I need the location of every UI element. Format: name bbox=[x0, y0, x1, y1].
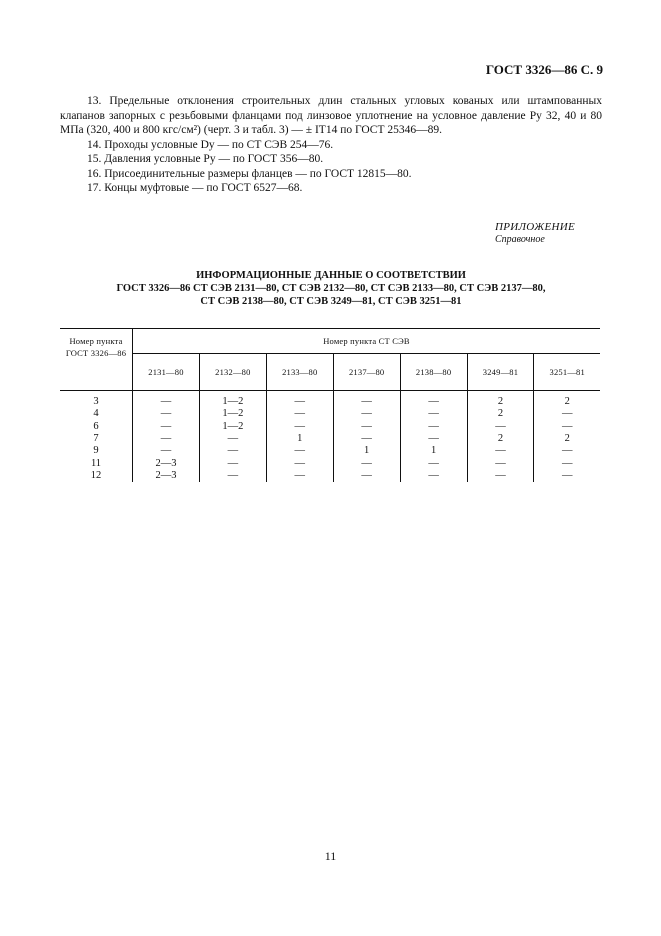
clause-14: 14. Проходы условные Dу — по СТ СЭВ 254—76. bbox=[87, 138, 334, 151]
table-cell: — bbox=[133, 391, 200, 409]
table-cell: — bbox=[133, 445, 200, 457]
table-cell: — bbox=[400, 421, 467, 433]
clause-13: 13. Предельные отклонения строительных длин стальных угловых кованых или штампованных клапанов запорных с резьбовыми фланцами под линзовое уплотнение на условное давление Pу 32, 40 и 80 МПа (320, 400 и 800 кгс/см²) (черт. 3 и табл. 3) — ± IT14 по ГОСТ 25346—89. bbox=[60, 95, 602, 136]
table-cell: — bbox=[266, 391, 333, 409]
table-cell: — bbox=[333, 391, 400, 409]
table-cell: — bbox=[266, 457, 333, 469]
table-cell: — bbox=[133, 408, 200, 420]
group-header-cell: Номер пункта СТ СЭВ bbox=[133, 329, 601, 354]
table-row bbox=[60, 433, 600, 445]
table-cell: 2 bbox=[564, 433, 570, 445]
table-cell: — bbox=[400, 470, 467, 482]
table-row bbox=[60, 470, 600, 482]
section-title-line: ИНФОРМАЦИОННЫЕ ДАННЫЕ О СООТВЕТСТВИИ bbox=[196, 270, 466, 281]
section-title-line: СТ СЭВ 2138—80, СТ СЭВ 3249—81, СТ СЭВ 3251—81 bbox=[200, 296, 462, 307]
row-number-cell: 4 bbox=[60, 408, 133, 420]
table-cell: — bbox=[400, 391, 467, 409]
table-cell: — bbox=[561, 420, 573, 432]
clauses bbox=[60, 94, 602, 196]
appendix-subtitle: Справочное bbox=[495, 234, 545, 245]
table-cell: — bbox=[199, 433, 266, 445]
appendix-title: ПРИЛОЖЕНИЕ bbox=[495, 221, 575, 233]
table-cell: 1—2 bbox=[199, 391, 266, 409]
table-cell: 2 bbox=[564, 396, 570, 408]
table-row bbox=[60, 421, 600, 433]
correspondence-table bbox=[60, 328, 600, 482]
section-title bbox=[60, 269, 602, 308]
table-cell: — bbox=[400, 433, 467, 445]
table-row bbox=[60, 457, 600, 469]
table-row bbox=[60, 445, 600, 457]
clause-15: 15. Давления условные Pу — по ГОСТ 356—80. bbox=[87, 153, 324, 165]
table-cell: — bbox=[467, 457, 534, 469]
table-cell: — bbox=[561, 457, 573, 469]
column-header: 2133—80 bbox=[266, 354, 333, 391]
column-header: 2138—80 bbox=[400, 354, 467, 391]
table-cell: — bbox=[266, 408, 333, 420]
table-cell: — bbox=[199, 457, 266, 469]
table-cell: — bbox=[561, 445, 573, 457]
clause-16: 16. Присоединительные размеры фланцев — по ГОСТ 12815—80. bbox=[87, 167, 412, 180]
table-cell: — bbox=[266, 421, 333, 433]
section-title-line: ГОСТ 3326—86 СТ СЭВ 2131—80, СТ СЭВ 2132—80, СТ СЭВ 2133—80, СТ СЭВ 2137—80, bbox=[116, 283, 546, 294]
table-cell: 2—3 bbox=[133, 457, 200, 469]
table-cell: — bbox=[199, 445, 266, 457]
table-cell: — bbox=[467, 445, 534, 457]
row-number-cell: 12 bbox=[60, 470, 133, 482]
column-header: 2131—80 bbox=[133, 354, 200, 391]
table-row bbox=[60, 408, 600, 420]
table-cell: 2—3 bbox=[133, 470, 200, 482]
row-header-cell: Номер пункта ГОСТ 3326—86 bbox=[60, 329, 133, 391]
page-number: 11 bbox=[324, 849, 337, 863]
table-cell: 2 bbox=[467, 391, 534, 409]
table-cell: — bbox=[199, 470, 266, 482]
table-cell: — bbox=[561, 469, 573, 481]
row-number-cell: 11 bbox=[60, 457, 133, 469]
clause-17: 17. Концы муфтовые — по ГОСТ 6527—68. bbox=[87, 182, 303, 194]
table-cell: 1 bbox=[266, 433, 333, 445]
table-cell: — bbox=[400, 457, 467, 469]
row-number-cell: 9 bbox=[60, 445, 133, 457]
table-cell: — bbox=[561, 408, 573, 420]
page-header: ГОСТ 3326—86 С. 9 bbox=[485, 62, 603, 77]
table-cell: — bbox=[266, 470, 333, 482]
table-cell: — bbox=[333, 457, 400, 469]
table-row bbox=[60, 391, 600, 409]
table-cell: 1—2 bbox=[199, 421, 266, 433]
table-cell: — bbox=[133, 421, 200, 433]
appendix-label bbox=[495, 221, 575, 245]
table-cell: 1 bbox=[333, 445, 400, 457]
table-cell: 2 bbox=[467, 408, 534, 420]
column-header: 3249—81 bbox=[467, 354, 534, 391]
table-cell: — bbox=[400, 408, 467, 420]
table-body bbox=[60, 391, 600, 483]
table-cell: — bbox=[266, 445, 333, 457]
column-header: 2137—80 bbox=[333, 354, 400, 391]
table-cell: — bbox=[333, 408, 400, 420]
table-cell: 1 bbox=[400, 445, 467, 457]
row-number-cell: 6 bbox=[60, 421, 133, 433]
row-number-cell: 3 bbox=[60, 391, 133, 409]
column-header: 3251—81 bbox=[534, 354, 600, 391]
table-cell: 1—2 bbox=[199, 408, 266, 420]
table-cell: — bbox=[333, 421, 400, 433]
row-number-cell: 7 bbox=[60, 433, 133, 445]
table-cell: — bbox=[333, 470, 400, 482]
column-header: 2132—80 bbox=[199, 354, 266, 391]
table-cell: — bbox=[333, 433, 400, 445]
table-cell: — bbox=[467, 421, 534, 433]
table-cell: — bbox=[133, 433, 200, 445]
table-cell: — bbox=[467, 470, 534, 482]
table-cell: 2 bbox=[467, 433, 534, 445]
